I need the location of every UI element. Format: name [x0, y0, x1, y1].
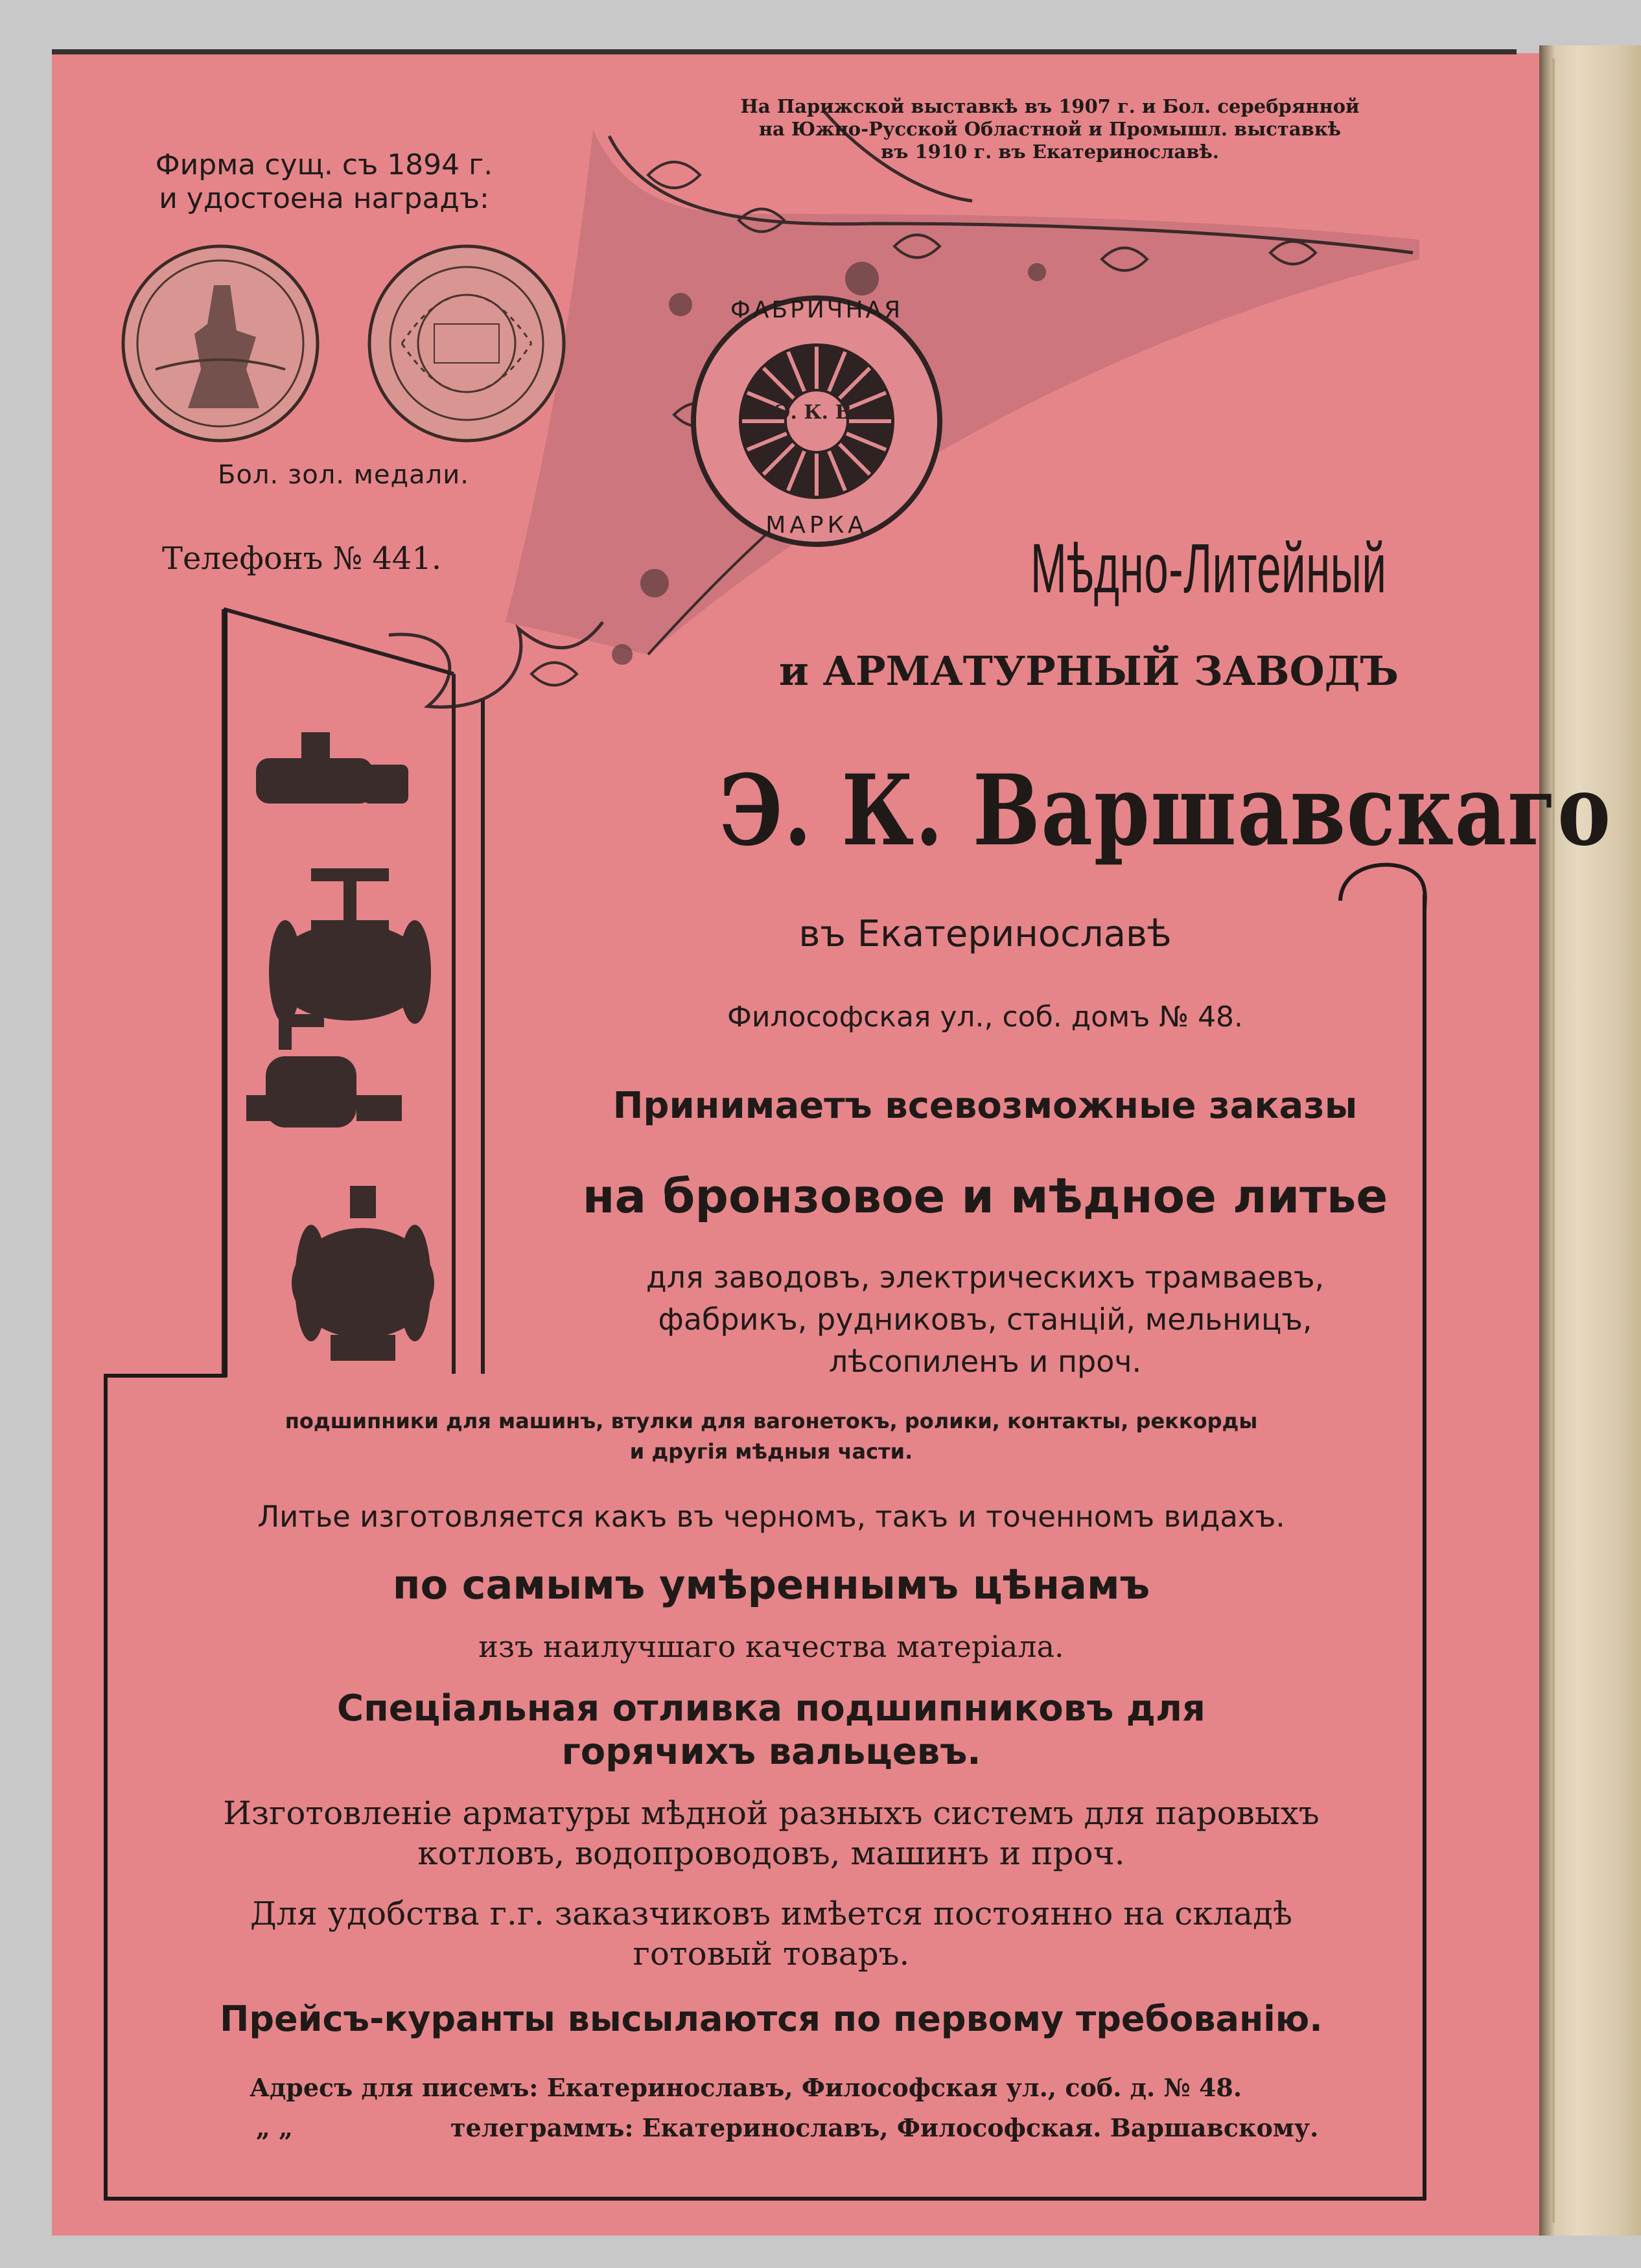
exhibition-award-line2: на Южно-Русской Областной и Промышл. выставкѣ [758, 118, 1342, 140]
fittings-line1: Изготовленіе арматуры мѣдной разныхъ системъ для паровыхъ [223, 1794, 1320, 1832]
founded-text-line2: и удостоена наградъ: [159, 182, 489, 215]
founded-text-line1: Фирма сущ. съ 1894 г. [155, 148, 493, 181]
stock-line1: Для удобства г.г. заказчиковъ имѣется постоянно на складѣ [250, 1895, 1293, 1932]
parts-line2: и другія мѣдныя части. [629, 1439, 913, 1464]
price-list-note: Прейсъ-куранты высылаются по первому требованію. [220, 1998, 1323, 2039]
offer-headline: Принимаетъ всевозможные заказы [612, 1085, 1358, 1127]
city-line: въ Екатеринославѣ [798, 913, 1172, 955]
company-owner-name: Э. К. Варшавскаго [719, 754, 1612, 868]
headline-copper-foundry: Мѣдно-Литейный [1030, 529, 1387, 607]
frame-bottom [104, 2197, 1426, 2201]
frame-step [104, 1374, 227, 1378]
parts-line1: подшипники для машинъ, втулки для вагонетокъ, ролики, контакты, реккорды [285, 1409, 1258, 1433]
phone-number: Телефонъ № 441. [162, 540, 442, 577]
special-casting-line2: горячихъ вальцевъ. [561, 1731, 981, 1773]
trademark-bottom-text: МАРКА [765, 512, 868, 538]
clients-line2: фабрикъ, рудниковъ, станцій, мельницъ, [658, 1302, 1312, 1337]
headline-fittings-factory: и АРМАТУРНЫЙ ЗАВОДЪ [778, 647, 1399, 695]
frame-corner-scroll [1335, 855, 1439, 914]
quality-claim: изъ наилучшаго качества матеріала. [478, 1629, 1064, 1664]
casting-finish: Литье изготовляется какъ въ черномъ, такъ и точенномъ видахъ. [257, 1499, 1285, 1534]
frame-right [1423, 894, 1426, 2200]
postal-address: Адресъ для писемъ: Екатеринославъ, Философская ул., соб. д. № 48. [250, 2073, 1242, 2102]
frame-left-lower [104, 1374, 108, 2200]
stock-line2: готовый товаръ. [633, 1935, 910, 1973]
offer-casting-type: на бронзовое и мѣдное литье [582, 1169, 1388, 1223]
street-address: Философская ул., соб. домъ № 48. [727, 1001, 1244, 1034]
special-casting-line1: Спеціальная отливка подшипниковъ для [337, 1687, 1205, 1730]
trademark-top-text: ФАБРИЧНАЯ [730, 297, 903, 323]
frame-left-upper [224, 609, 227, 1377]
exhibition-award-line3: въ 1910 г. въ Екатеринославѣ. [881, 141, 1219, 163]
price-claim: по самымъ умѣреннымъ цѣнамъ [392, 1561, 1150, 1608]
fittings-line2: котловъ, водопроводовъ, машинъ и проч. [417, 1834, 1125, 1872]
medals-caption: Бол. зол. медали. [218, 460, 469, 490]
clients-line1: для заводовъ, электрическихъ трамваевъ, [646, 1260, 1325, 1295]
telegram-ditto-marks: „ „ [256, 2113, 293, 2142]
exhibition-award-line1: На Парижской выставкѣ въ 1907 г. и Бол. серебрянной [740, 95, 1360, 117]
trademark-initials: Э. К. В. [774, 401, 859, 424]
telegram-address: телеграммъ: Екатеринославъ, Философская. Варшавскому. [450, 2113, 1319, 2142]
clients-line3: лѣсопиленъ и проч. [828, 1344, 1142, 1379]
